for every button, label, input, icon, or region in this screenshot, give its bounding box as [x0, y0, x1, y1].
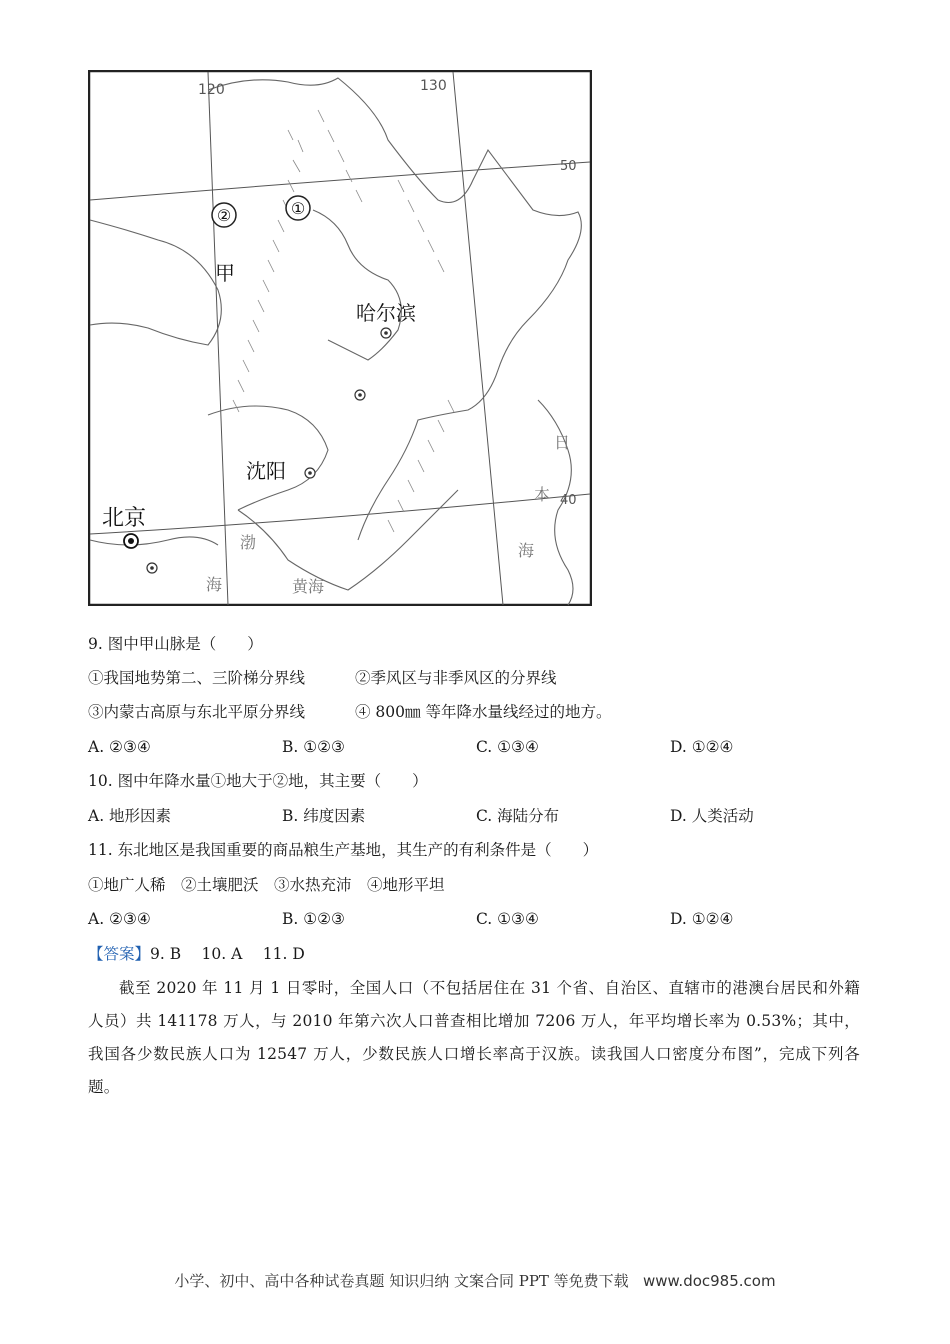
q9-statement-1: ①我国地势第二、三阶梯分界线	[88, 669, 306, 687]
answer-tag: 【答案】	[88, 945, 151, 963]
lat-50-label: 50	[560, 159, 577, 174]
beijing-label: 北京	[102, 506, 147, 531]
q11-option-b: B. ①②③	[282, 910, 345, 928]
footer-url[interactable]: www.doc985.com	[643, 1272, 776, 1290]
q11-statements: ①地广人稀 ②土壤肥沃 ③水热充沛 ④地形平坦	[88, 876, 445, 894]
marker-2-label: ②	[216, 206, 232, 225]
q9-option-c: C. ①③④	[476, 738, 539, 756]
japan-label-2: 本	[534, 485, 551, 504]
q10-stem: 10. 图中年降水量①地大于②地，其主要（ ）	[88, 772, 428, 790]
q9-option-a: A. ②③④	[88, 738, 151, 756]
answer-text: 9. B 10. A 11. D	[150, 945, 305, 963]
jia-mountain-label: 甲	[215, 261, 235, 285]
q9-stem: 9. 图中甲山脉是（ ）	[88, 635, 263, 653]
q10-option-c: C. 海陆分布	[476, 807, 560, 825]
huanghai-label: 黄海	[292, 577, 325, 596]
harbin-label: 哈尔滨	[356, 301, 416, 325]
q11-option-d: D. ①②④	[670, 910, 734, 928]
lon-120-label: 120	[198, 82, 225, 98]
japan-sea-label: 海	[518, 541, 535, 560]
shenyang-label: 沈阳	[246, 459, 286, 483]
q9-option-d: D. ①②④	[670, 738, 734, 756]
japan-label-1: 日	[554, 433, 571, 452]
q10-option-b: B. 纬度因素	[282, 807, 366, 825]
northeast-china-map	[88, 70, 592, 606]
footer-text: 小学、初中、高中各种试卷真题 知识归纳 文案合同 PPT 等免费下载	[174, 1272, 629, 1290]
q11-option-c: C. ①③④	[476, 910, 539, 928]
marker-1-label: ①	[290, 199, 306, 218]
lat-40-label: 40	[560, 493, 577, 508]
footer	[0, 1270, 950, 1291]
q11-stem: 11. 东北地区是我国重要的商品粮生产基地，其生产的有利条件是（ ）	[88, 841, 599, 859]
q9-statement-3: ③内蒙古高原与东北平原分界线	[88, 703, 306, 721]
q11-option-a: A. ②③④	[88, 910, 151, 928]
bohai-label-1: 渤	[240, 533, 257, 552]
answer-line	[88, 944, 305, 964]
bohai-label-2: 海	[206, 575, 223, 594]
q9-option-b: B. ①②③	[282, 738, 345, 756]
lon-130-label: 130	[420, 78, 447, 94]
q10-option-d: D. 人类活动	[670, 807, 754, 825]
passage-paragraph: 截至 2020 年 11 月 1 日零时，全国人口（不包括居住在 31 个省、自治区、直辖市的港澳台居民和外籍人员）共 141178 万人，与 2010 年第六次人口普查相比增加 7206 万人，年平均增长率为 0.53%；其中，我国各少数民族人口为 12547 万人，少数民族人口增长率高于汉族。读我国人口密度分布图”，完成下列各题。	[88, 979, 860, 1096]
q9-statement-4: ④ 800㎜ 等年降水量线经过的地方。	[355, 703, 612, 721]
q9-statement-2: ②季风区与非季风区的分界线	[355, 669, 557, 687]
q10-option-a: A. 地形因素	[88, 807, 172, 825]
